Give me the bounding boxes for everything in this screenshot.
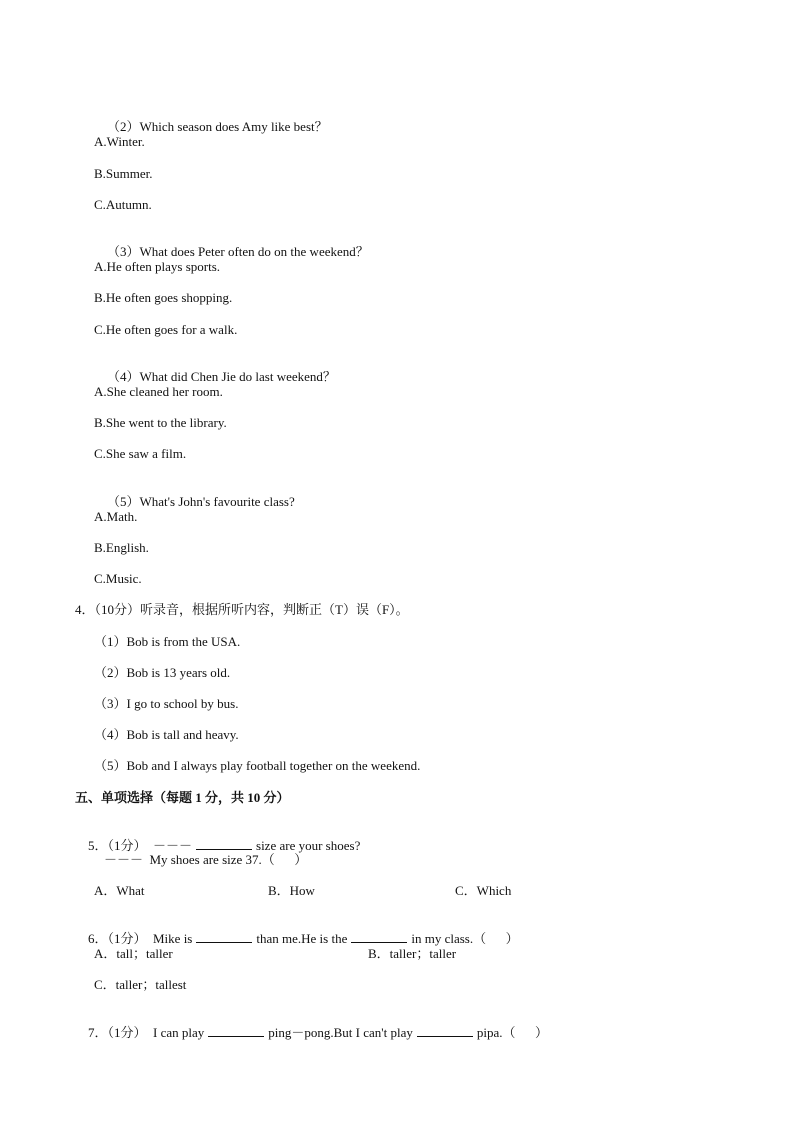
option-a: A．What xyxy=(94,883,145,898)
answer-blank[interactable] xyxy=(351,930,407,943)
answer-blank[interactable] xyxy=(196,930,252,943)
option-c: C．Which xyxy=(455,883,512,898)
option-b: B.She went to the library. xyxy=(94,415,227,430)
sub-text: What does Peter often do on the weekend？ xyxy=(139,244,369,259)
statement-3: （3）I go to school by bus. xyxy=(94,696,239,711)
option-c: C.Autumn. xyxy=(94,197,152,212)
statement-1: （1）Bob is from the USA. xyxy=(94,634,241,649)
question-7 xyxy=(75,1008,548,1057)
option-b: B．taller；taller xyxy=(368,946,457,961)
statement-5: （5）Bob and I always play football together on the weekend. xyxy=(94,758,421,773)
sub-label: （5） xyxy=(107,494,140,509)
question-prefix: 7．（1分） I can play xyxy=(88,1025,205,1040)
sub-label: （4） xyxy=(107,369,140,384)
answer-blank[interactable] xyxy=(208,1024,264,1037)
question-prefix: 5．（1分） －－－ xyxy=(88,838,193,853)
answer-blank[interactable] xyxy=(417,1024,473,1037)
question-5-reply: －－－ My shoes are size 37.（ ） xyxy=(104,852,308,867)
option-b: B.Summer. xyxy=(94,166,153,181)
question-suffix: size are your shoes? xyxy=(256,838,361,853)
option-c: C.Music. xyxy=(94,571,142,586)
option-a: A.She cleaned her room. xyxy=(94,384,223,399)
option-c: C.She saw a film. xyxy=(94,446,187,461)
statement-2: （2）Bob is 13 years old. xyxy=(94,665,231,680)
question-4-heading: 4．（10分）听录音，根据所听内容，判断正（T）误（F）。 xyxy=(75,602,409,617)
option-a: A．tall；taller xyxy=(94,946,173,961)
question-suffix: in my class.（ ） xyxy=(411,931,519,946)
sub-label: （3） xyxy=(107,244,140,259)
option-a: A.He often plays sports. xyxy=(94,259,221,274)
option-c: C．taller；tallest xyxy=(94,977,187,992)
question-middle: ping－pong.But I can't play xyxy=(268,1025,413,1040)
sub-text: What's John's favourite class? xyxy=(139,494,295,509)
option-b: B.English. xyxy=(94,540,149,555)
question-middle: than me.He is the xyxy=(256,931,348,946)
option-c: C.He often goes for a walk. xyxy=(94,322,238,337)
option-b: B．How xyxy=(268,883,315,898)
question-prefix: 6．（1分） Mike is xyxy=(88,931,193,946)
answer-blank[interactable] xyxy=(196,837,252,850)
sub-text: What did Chen Jie do last weekend？ xyxy=(139,369,336,384)
question-suffix: pipa.（ ） xyxy=(476,1025,549,1040)
sub-text: Which season does Amy like best？ xyxy=(139,119,328,134)
statement-4: （4）Bob is tall and heavy. xyxy=(94,727,239,742)
section-heading: 五、单项选择（每题 1 分，共 10 分） xyxy=(75,790,290,805)
option-b: B.He often goes shopping. xyxy=(94,290,233,305)
option-a: A.Math. xyxy=(94,509,138,524)
sub-label: （2） xyxy=(107,119,140,134)
option-a: A.Winter. xyxy=(94,134,145,149)
